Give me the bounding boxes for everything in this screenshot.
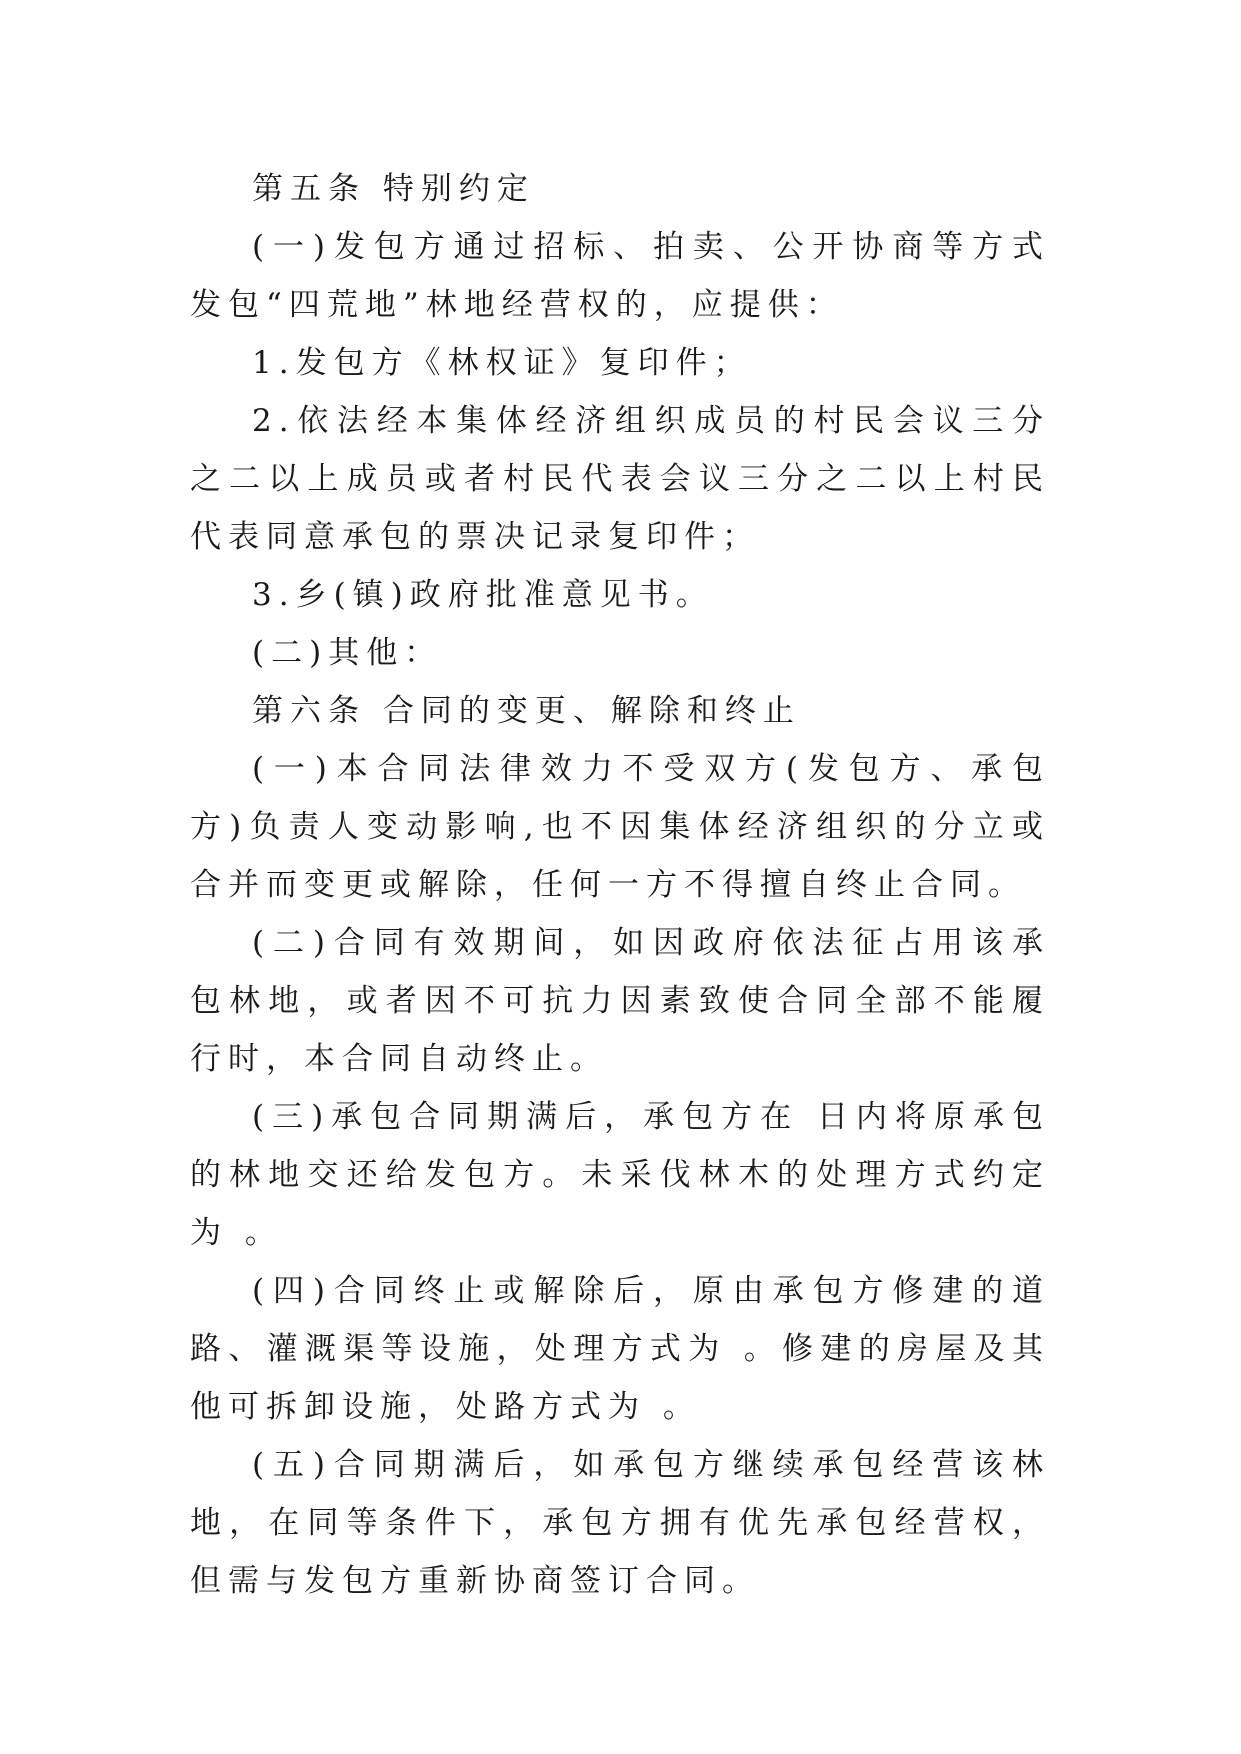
article-5-clause-1: (一)发包方通过招标、拍卖、公开协商等方式发包“四荒地”林地经营权的，应提供： [190,229,1050,323]
article-6-clause-3: (三)承包合同期满后，承包方在 日内将原承包的林地交还给发包方。未采伐林木的处理方式约定为 。 [190,1099,1050,1251]
article-6-heading: 第六条 合同的变更、解除和终止 [252,693,801,729]
article-5-heading: 第五条 特别约定 [252,171,535,207]
article-6-clause-4: (四)合同终止或解除后，原由承包方修建的道路、灌溉渠等设施，处理方式为 。修建的房屋及其他可拆卸设施，处路方式为 。 [190,1273,1050,1425]
article-6-clause-1: (一)本合同法律效力不受双方(发包方、承包方)负责人变动影响,也不因集体经济组织的分立或合并而变更或解除，任何一方不得擅自终止合同。 [190,751,1050,903]
article-6-clause-2: (二)合同有效期间，如因政府依法征占用该承包林地，或者因不可抗力因素致使合同全部不能履行时，本合同自动终止。 [190,925,1050,1077]
document-body [190,160,1050,1610]
article-5-item-3: 3.乡(镇)政府批准意见书。 [252,577,714,613]
article-5-item-2: 2.依法经本集体经济组织成员的村民会议三分之二以上成员或者村民代表会议三分之二以上村民代表同意承包的票决记录复印件； [190,403,1050,555]
article-6-clause-5: (五)合同期满后，如承包方继续承包经营该林地，在同等条件下，承包方拥有优先承包经营权，但需与发包方重新协商签订合同。 [190,1447,1050,1599]
article-5-item-1: 1.发包方《林权证》复印件； [252,345,752,381]
article-5-clause-2: (二)其他： [252,635,443,671]
